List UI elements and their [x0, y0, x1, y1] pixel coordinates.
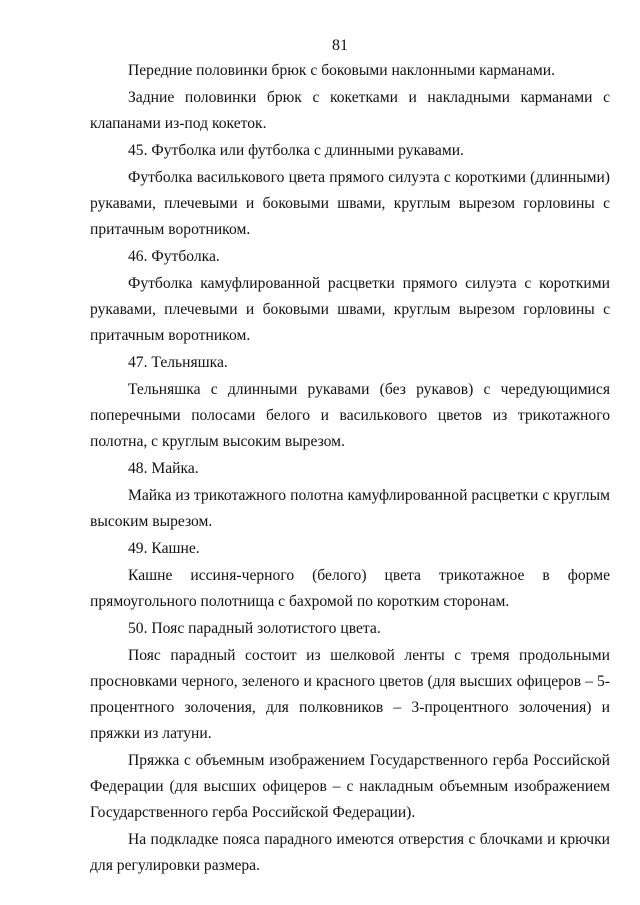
paragraph-item-50-lining: На подкладке пояса парадного имеются отверстия с блочками и крючки для регулировки размера.: [90, 831, 610, 874]
heading-item-47: 47. Тельняшка.: [128, 354, 228, 371]
heading-item-45: 45. Футболка или футболка с длинными рукавами.: [128, 142, 464, 159]
page-number: 81: [332, 37, 348, 54]
paragraph-front-trouser-halves: Передние половинки брюк с боковыми наклонными карманами.: [128, 62, 556, 79]
paragraph-back-trouser-halves: Задние половинки брюк с кокетками и накладными карманами с клапанами из-под кокеток.: [90, 89, 610, 132]
paragraph-item-46: Футболка камуфлированной расцветки прямого силуэта с короткими рукавами, плечевыми и боковыми швами, круглым вырезом горловины с притачным воротником.: [90, 275, 610, 344]
heading-item-48: 48. Майка.: [128, 460, 199, 477]
paragraph-item-50-buckle: Пряжка с объемным изображением Государственного герба Российской Федерации (для высших офицеров – с накладным объемным изображением Государственного герба Российской Федерации).: [90, 752, 610, 821]
paragraph-item-49: Кашне иссиня-черного (белого) цвета трикотажное в форме прямоугольного полотнища с бахромой по коротким сторонам.: [90, 567, 610, 610]
heading-item-46: 46. Футболка.: [128, 248, 220, 265]
paragraph-item-45: Футболка василькового цвета прямого силуэта с короткими (длинными) рукавами, плечевыми и боковыми швами, круглым вырезом горловины с притачным воротником.: [90, 169, 610, 238]
heading-item-50: 50. Пояс парадный золотистого цвета.: [128, 620, 381, 637]
paragraph-item-48: Майка из трикотажного полотна камуфлированной расцветки с круглым высоким вырезом.: [90, 487, 610, 530]
paragraph-item-47: Тельняшка с длинными рукавами (без рукавов) с чередующимися поперечными полосами белого и василькового цветов из трикотажного полотна, с круглым высоким вырезом.: [90, 381, 610, 450]
heading-item-49: 49. Кашне.: [128, 540, 200, 557]
paragraph-item-50-belt: Пояс парадный состоит из шелковой ленты с тремя продольными просновками черного, зеленого и красного цветов (для высших офицеров – 5-процентного золочения, для полковников – 3-процентного золочения) и пряжки из латуни.: [90, 647, 610, 742]
document-body: [90, 58, 610, 879]
